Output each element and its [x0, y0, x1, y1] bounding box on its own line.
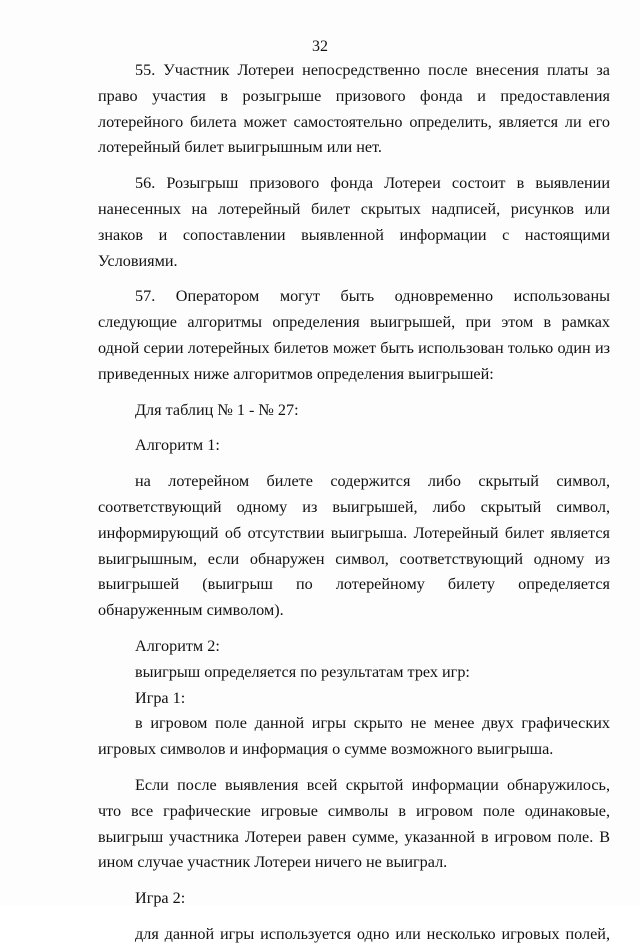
- document-body: [98, 58, 610, 948]
- game-1-heading: Игра 1:: [135, 688, 186, 707]
- game-1-text: в игровом поле данной игры скрыто не менее двух графических игровых символов и информация о сумме возможного выигрыша.: [98, 714, 610, 759]
- paragraph-55: 55. Участник Лотереи непосредственно после внесения платы за право участия в розыгрыше призового фонда и предоставления лотерейного билета может самостоятельно определить, является ли его лотерейный билет выигрышным или нет.: [98, 61, 610, 157]
- algorithm-2-text: выигрыш определяется по результатам трех игр:: [135, 662, 470, 681]
- paragraph-57: 57. Оператором могут быть одновременно использованы следующие алгоритмы определения выигрышей, при этом в рамках одной серии лотерейных билетов может быть использован только один из приведенных ниже алгоритмов определения выигрышей:: [98, 287, 610, 383]
- game-2-text: для данной игры используется одно или несколько игровых полей,: [135, 924, 610, 943]
- tables-heading: Для таблиц № 1 - № 27:: [135, 400, 299, 419]
- game-1-result-text: Если после выявления всей скрытой информации обнаружилось, что все графические игровые символы в игровом поле одинаковые, выигрыш участника Лотереи равен сумме, указанной в игровом поле. В ином случае участник Лотереи ничего не выиграл.: [98, 775, 610, 872]
- paragraph-56: 56. Розыгрыш призового фонда Лотереи состоит в выявлении нанесенных на лотерейный билет скрытых надписей, рисунков или знаков и сопоставлении выявленной информации с настоящими Условиями.: [98, 174, 610, 270]
- page-number: 32: [312, 38, 328, 55]
- algorithm-1-heading: Алгоритм 1:: [135, 436, 220, 455]
- algorithm-2-heading: Алгоритм 2:: [135, 636, 220, 655]
- algorithm-1-text: на лотерейном билете содержится либо скрытый символ, соответствующий одному из выигрышей, либо скрытый символ, информирующий об отсутствии выигрыша. Лотерейный билет является выигрышным, если обнаружен символ, соответствующий одному из выигрышей (выигрыш по лотерейному билету определяется обнаруженным символом).: [98, 472, 610, 620]
- game-2-heading: Игра 2:: [135, 889, 186, 908]
